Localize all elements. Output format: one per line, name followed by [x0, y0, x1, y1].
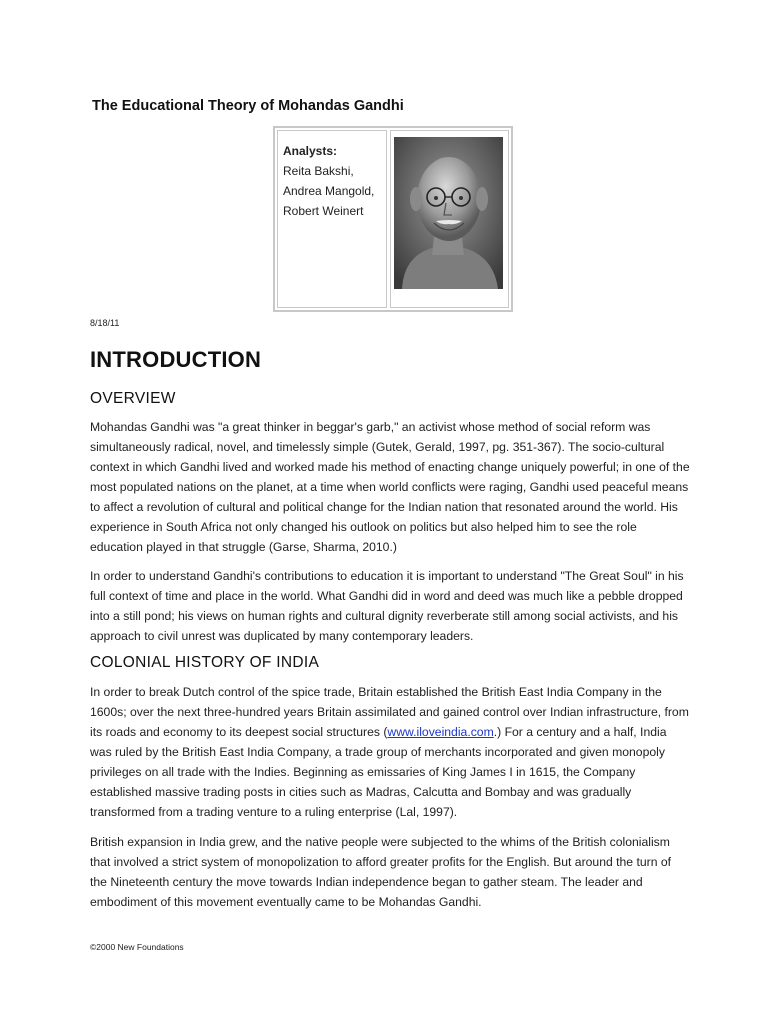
- overview-heading: OVERVIEW: [90, 390, 176, 407]
- overview-paragraph-1: Mohandas Gandhi was "a great thinker in beggar's garb," an activist whose method of social reform was simultaneously radical, novel, and timelessly simple (Gutek, Gerald, 1997, pg. 351-367). The socio-cultural context in which Gandhi lived and worked made his method of enacting change uniquely powerful; in one of the most populated nations on the planet, at a time when world conflicts were raging, Gandhi used peaceful means to affect a revolution of cultural and political change for the Indian nation that resonated around the world. His experience in South Africa not only changed his outlook on politics but also helped him to see the role education played in that struggle (Garse, Sharma, 2010.): [90, 420, 690, 554]
- analyst-name: Reita Bakshi,: [283, 164, 354, 178]
- analysts-table: [273, 126, 513, 312]
- footer-copyright: ©2000 New Foundations: [90, 942, 184, 952]
- analyst-name: Andrea Mangold,: [283, 184, 375, 198]
- colonial-history-heading: COLONIAL HISTORY OF INDIA: [90, 654, 320, 671]
- overview-paragraph-2: In order to understand Gandhi's contributions to education it is important to understand "The Great Soul" in his full context of time and place in the world. What Gandhi did in word and deed was much like a pebble dropped into a still pond; his views on human rights and cultural dignity reverberate still among social activists, and his approach to civil unrest was duplicated by many contemporary leaders.: [90, 569, 684, 643]
- portrait-photo-icon: [394, 137, 503, 289]
- analysts-heading: Analysts:: [283, 144, 338, 158]
- portrait-cell: [390, 130, 509, 308]
- analysts-cell: [277, 130, 387, 308]
- analyst-name: Robert Weinert: [283, 204, 364, 218]
- document-title: The Educational Theory of Mohandas Gandhi: [92, 98, 404, 114]
- colonial-paragraph-1-text-a: In order to break Dutch control of the spice trade, Britain established the British East India Company in the 1600s; over the next three-hundred years Britain assimilated and gained control over Indian infrastructure, from its roads and economy to its deepest social structures (: [90, 685, 689, 739]
- document-date: 8/18/11: [90, 318, 120, 328]
- introduction-heading: INTRODUCTION: [90, 347, 262, 372]
- iloveindia-link[interactable]: www.iloveindia.com: [387, 725, 494, 739]
- colonial-paragraph-2: British expansion in India grew, and the native people were subjected to the whims of the British colonialism that involved a strict system of monopolization to afford greater profits for the English. But around the turn of the Nineteenth century the move towards Indian independence began to gather steam. The leader and embodiment of this movement eventually came to be Mohandas Gandhi.: [90, 835, 672, 909]
- colonial-paragraph-1-text-b: .) For a century and a half, India was ruled by the British East India Company, a trade group of merchants incorporated and given monopoly privileges on all trade with the Indies. Beginning as emissaries of King James I in 1615, the Company established massive trading posts in cities such as Madras, Calcutta and Bombay and was gradually transformed from a trading venture to a ruling enterprise (Lal, 1997).: [90, 725, 667, 819]
- colonial-paragraph-1: [90, 682, 690, 822]
